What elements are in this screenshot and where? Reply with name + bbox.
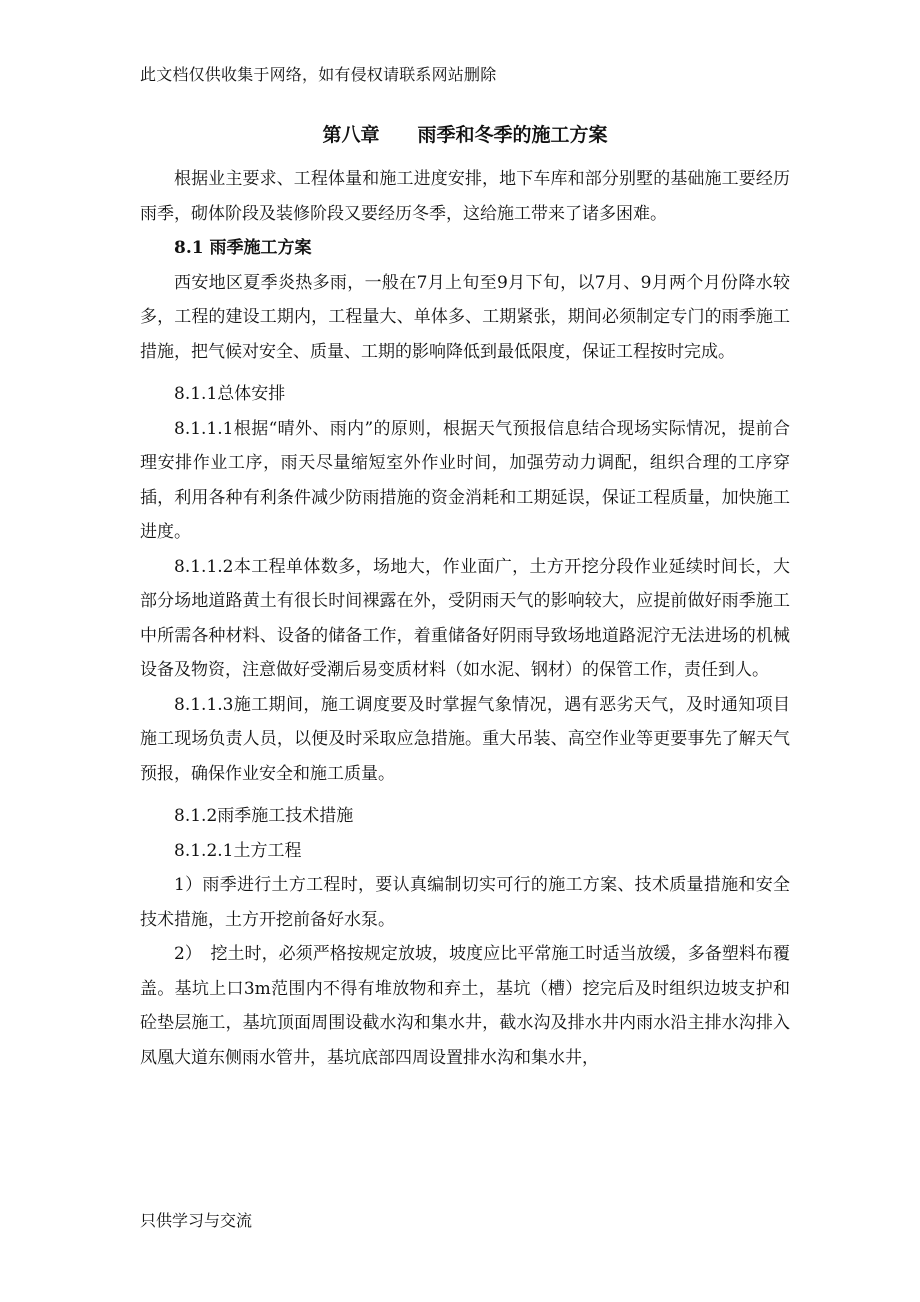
section-8-1-heading: 8.1 雨季施工方案 (174, 238, 312, 258)
section-8-1-1-2-paragraph: 8.1.1.2本工程单体数多，场地大，作业面广，土方开挖分段作业延续时间长，大部分场地道路黄土有很长时间裸露在外，受阴雨天气的影响较大，应提前做好雨季施工中所需各种材料、设备的储备工作，着重储备好阴雨导致场地道路泥泞无法进场的机械设备及物资，注意做好受潮后易变质材料（如水泥、钢材）的保管工作，责任到人。 (140, 556, 790, 680)
section-8-1-2-heading: 8.1.2雨季施工技术措施 (174, 806, 354, 826)
spacer (140, 791, 790, 799)
intro-paragraph: 根据业主要求、工程体量和施工进度安排，地下车库和部分别墅的基础施工要经历雨季，砌体阶段及装修阶段又要经历冬季，这给施工带来了诸多困难。 (140, 169, 790, 224)
section-8-1-1-1-paragraph: 8.1.1.1根据“晴外、雨内”的原则，根据天气预报信息结合现场实际情况，提前合理安排作业工序，雨天尽量缩短室外作业时间，加强劳动力调配，组织合理的工序穿插，利用各种有利条件减少防雨措施的资金消耗和工期延误，保证工程质量，加快施工进度。 (140, 418, 790, 542)
section-8-1-1-3-paragraph: 8.1.1.3施工期间，施工调度要及时掌握气象情况，遇有恶劣天气，及时通知项目施工现场负责人员，以便及时采取应急措施。重大吊装、高空作业等更要事先了解天气预报，确保作业安全和施工质量。 (140, 694, 790, 784)
section-8-1-1-heading: 8.1.1总体安排 (174, 384, 286, 404)
earthwork-item-1: 1）雨季进行土方工程时，要认真编制切实可行的施工方案、技术质量措施和安全技术措施，土方开挖前备好水泵。 (140, 875, 790, 930)
spacer (140, 369, 790, 377)
document-body (140, 118, 790, 1075)
chapter-title: 第八章 雨季和冬季的施工方案 (322, 124, 608, 146)
header-note: 此文档仅供收集于网络，如有侵权请联系网站删除 (140, 65, 497, 84)
section-8-1-paragraph: 西安地区夏季炎热多雨，一般在7月上旬至9月下旬，以7月、9月两个月份降水较多，工程的建设工期内，工程量大、单体多、工期紧张，期间必须制定专门的雨季施工措施，把气候对安全、质量、工期的影响降低到最低限度，保证工程按时完成。 (140, 272, 790, 362)
footer-note: 只供学习与交流 (140, 1211, 253, 1230)
section-8-1-2-1-heading: 8.1.2.1土方工程 (174, 840, 302, 861)
earthwork-item-2: 2） 挖土时，必须严格按规定放坡，坡度应比平常施工时适当放缓，多备塑料布覆盖。基坑上口3m范围内不得有堆放物和弃土，基坑（槽）挖完后及时组织边坡支护和砼垫层施工，基坑顶面周围设截水沟和集水井，截水沟及排水井内雨水沿主排水沟排入凤凰大道东侧雨水管井，基坑底部四周设置排水沟和集水井， (140, 944, 790, 1068)
